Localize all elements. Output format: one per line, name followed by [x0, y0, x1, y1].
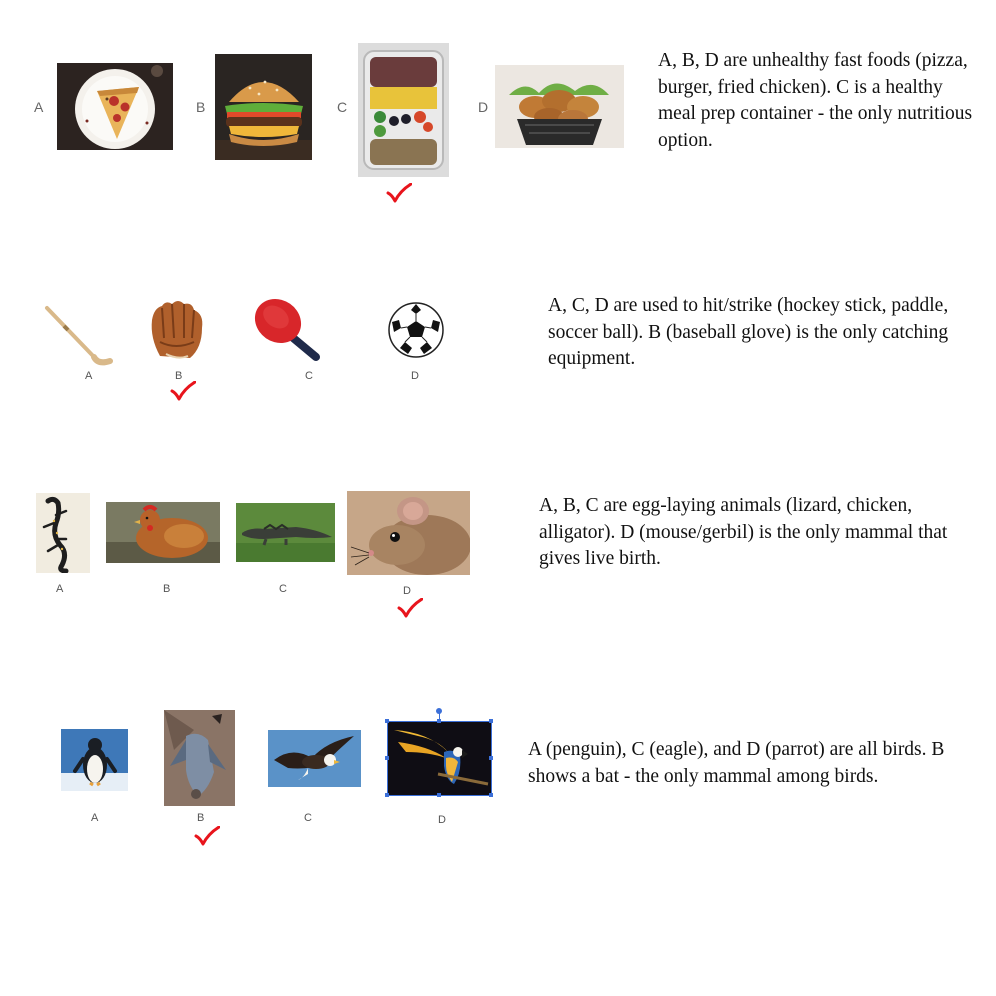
option-label-c: C	[337, 99, 348, 115]
correct-check-icon	[397, 598, 423, 618]
resize-handle-right[interactable]	[489, 756, 493, 760]
explanation-text: A, B, D are unhealthy fast foods (pizza, burger, fried chicken). C is a healthy meal prep container - the only nutritious option.	[658, 50, 973, 151]
option-label-a: A	[91, 812, 99, 824]
resize-handle-bottom-right[interactable]	[489, 793, 493, 797]
option-label-b: B	[196, 99, 206, 115]
correct-check-icon	[170, 381, 196, 401]
image-selection-frame[interactable]	[387, 721, 492, 796]
alligator-icon	[236, 503, 335, 562]
eagle-icon	[268, 730, 361, 787]
option-label-b: B	[163, 583, 171, 595]
soccer-ball-icon	[388, 302, 444, 358]
option-label-b: B	[175, 370, 183, 382]
bat-icon	[164, 710, 235, 806]
correct-check-icon	[386, 183, 412, 203]
penguin-icon	[61, 729, 128, 791]
resize-handle-left[interactable]	[385, 756, 389, 760]
meal-prep-container-icon	[358, 43, 449, 177]
resize-handle-bottom[interactable]	[437, 793, 441, 797]
option-label-a: A	[34, 99, 44, 115]
correct-check-icon	[194, 826, 220, 846]
ping-pong-paddle-icon	[252, 297, 322, 361]
baseball-glove-icon	[146, 298, 208, 362]
hockey-stick-icon	[42, 305, 114, 367]
option-label-b: B	[197, 812, 205, 824]
explanation-text: A, C, D are used to hit/strike (hockey stick, paddle, soccer ball). B (baseball glove) is the only catching equipment.	[548, 295, 949, 369]
option-label-c: C	[279, 583, 287, 595]
rotate-handle[interactable]	[436, 708, 442, 714]
option-label-c: C	[304, 812, 312, 824]
lizard-icon	[36, 493, 90, 573]
option-label-c: C	[305, 370, 313, 382]
option-label-d: D	[478, 99, 489, 115]
resize-handle-bottom-left[interactable]	[385, 793, 389, 797]
mouse-icon	[347, 491, 470, 575]
option-label-d: D	[411, 370, 419, 382]
resize-handle-top-left[interactable]	[385, 719, 389, 723]
option-label-a: A	[56, 583, 64, 595]
chicken-icon	[106, 502, 220, 563]
burger-icon	[215, 54, 312, 160]
option-label-d: D	[438, 814, 446, 826]
explanation-text: A (penguin), C (eagle), and D (parrot) are all birds. B shows a bat - the only mammal among birds.	[528, 739, 945, 787]
explanation-text: A, B, C are egg-laying animals (lizard, chicken, alligator). D (mouse/gerbil) is the only mammal that gives live birth.	[539, 495, 948, 569]
option-label-a: A	[85, 370, 93, 382]
option-label-d: D	[403, 585, 411, 597]
resize-handle-top-right[interactable]	[489, 719, 493, 723]
pizza-icon	[57, 63, 173, 150]
fried-chicken-icon	[495, 65, 624, 148]
